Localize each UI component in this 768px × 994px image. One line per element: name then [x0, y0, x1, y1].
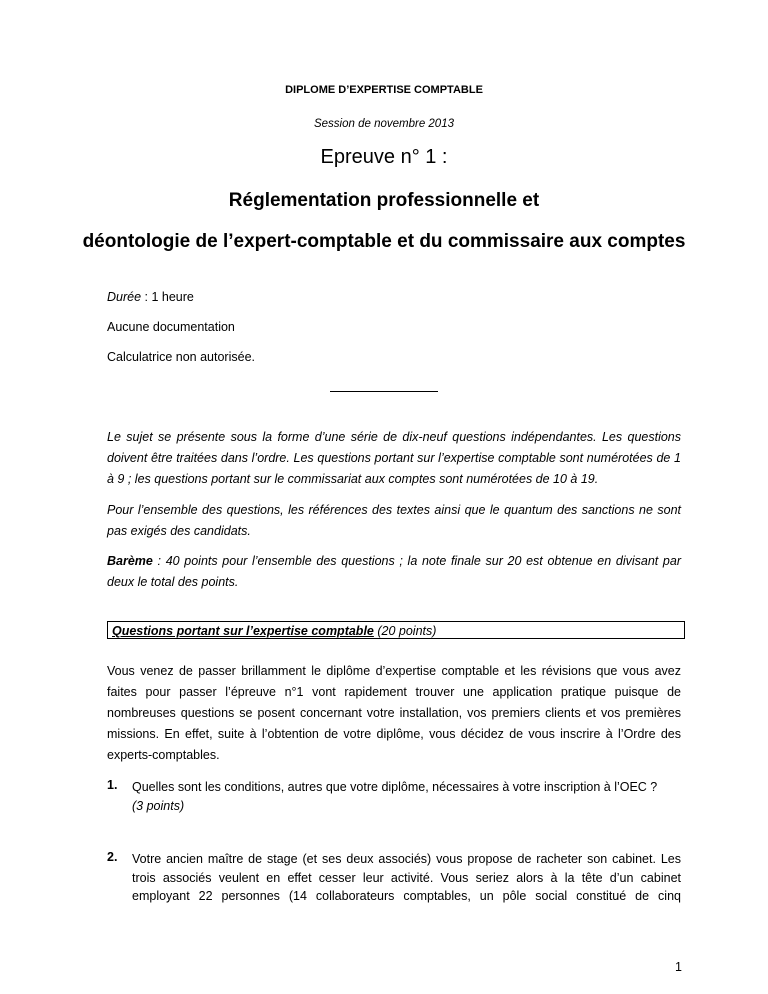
documentation-line: Aucune documentation — [107, 320, 235, 334]
title-line-2: déontologie de l’expert-comptable et du commissaire aux comptes — [82, 231, 686, 252]
duree-line — [107, 290, 194, 304]
section-heading-box — [107, 621, 685, 639]
instructions-paragraph-2: Pour l’ensemble des questions, les références des textes ainsi que le quantum des sanctions ne sont pas exigés des candidats. — [107, 503, 681, 538]
section-points: (20 points) — [373, 624, 437, 638]
question-2-number: 2. — [107, 850, 118, 864]
bareme-label: Barème — [107, 554, 153, 568]
calculatrice-line: Calculatrice non autorisée. — [107, 350, 255, 364]
page-number: 1 — [675, 960, 682, 974]
duree-value: : 1 heure — [141, 290, 194, 304]
question-1-number: 1. — [107, 778, 118, 792]
diploma-header: DIPLOME D’EXPERTISE COMPTABLE — [285, 84, 483, 96]
separator-line — [330, 391, 438, 392]
bareme-paragraph — [107, 551, 681, 593]
question-1-points: (3 points) — [132, 798, 185, 813]
question-1-text: Quelles sont les conditions, autres que votre diplôme, nécessaires à votre inscription à l’OEC ? — [132, 780, 658, 794]
section-title: Questions portant sur l’expertise comptable — [112, 624, 374, 638]
bareme-text: : 40 points pour l’ensemble des questions ; la note finale sur 20 est obtenue en divisant par deux le total des points. — [107, 554, 681, 589]
title-line-1: Réglementation professionnelle et — [228, 190, 540, 211]
duree-label: Durée — [107, 290, 142, 304]
intro-paragraph: Vous venez de passer brillamment le diplôme d’expertise comptable et les révisions que vous avez faites pour passer l’épreuve n°1 vont rapidement trouver une application pratique puisque de nombreuses questions se posent concernant votre installation, vos premiers clients et vos premières missions. En effet, suite à l’obtention de votre diplôme, vous décidez de vous inscrire à l’Ordre des experts-comptables. — [107, 664, 681, 762]
epreuve-title: Epreuve n° 1 : — [320, 146, 448, 168]
session-date: Session de novembre 2013 — [313, 118, 454, 130]
question-2-text: Votre ancien maître de stage (et ses deux associés) vous propose de racheter son cabinet. Les trois associés veulent en effet cesser leur activité. Vous seriez alors à la tête d’un cabinet employant 22 personnes (14 collaborateurs comptables, un pôle social constitué de cinq — [132, 852, 681, 903]
instructions-paragraph-1: Le sujet se présente sous la forme d’une série de dix-neuf questions indépendantes. Les questions doivent être traitées dans l’ordre. Les questions portant sur l’expertise comptable sont numérotées de 1 à 9 ; les questions portant sur le commissariat aux comptes sont numérotées de 10 à 19. — [107, 430, 681, 486]
